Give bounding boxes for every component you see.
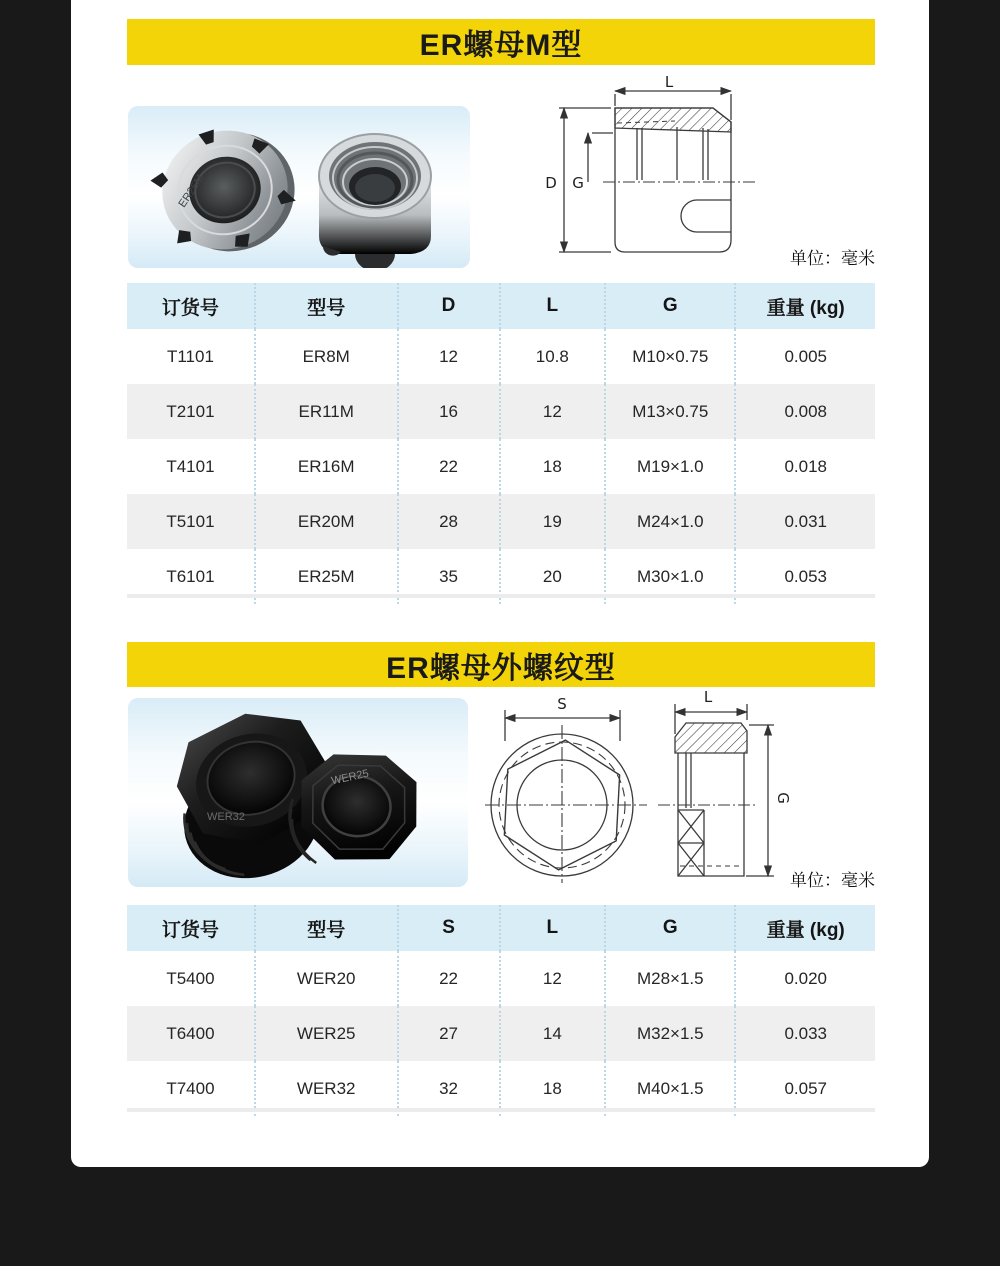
table-row [127, 951, 875, 1006]
dim-label-G: G [572, 174, 584, 192]
table-cell: T6400 [127, 1006, 255, 1061]
column-header: S [398, 905, 500, 951]
table-cell: ER20M [255, 494, 398, 549]
column-header: 订货号 [127, 905, 255, 951]
table-cell: ER16M [255, 439, 398, 494]
table-cell: WER20 [255, 951, 398, 1006]
table-cell: 0.031 [735, 494, 875, 549]
column-header: D [398, 283, 500, 329]
unit-note-2: 单位：毫米 [790, 871, 875, 890]
column-header: 订货号 [127, 283, 255, 329]
spec-table-m-type [127, 283, 875, 604]
dimension-drawing-m-type [545, 76, 760, 261]
table-cell: 0.018 [735, 439, 875, 494]
table-cell: ER8M [255, 329, 398, 384]
table-row [127, 1006, 875, 1061]
table-cell: M13×0.75 [605, 384, 735, 439]
table-cell: 0.008 [735, 384, 875, 439]
nut-engraving: ER25M [176, 172, 207, 210]
unit-note-1: 单位：毫米 [790, 249, 875, 268]
table-cell: 16 [398, 384, 500, 439]
table-cell: 12 [500, 384, 606, 439]
column-header: 重量 (kg) [735, 905, 875, 951]
content-card [71, 0, 929, 1167]
table-cell: M28×1.5 [605, 951, 735, 1006]
table-cell: ER11M [255, 384, 398, 439]
table-cell: M40×1.5 [605, 1061, 735, 1116]
table-cell: 0.005 [735, 329, 875, 384]
table-cell: M30×1.0 [605, 549, 735, 604]
table-cell: 22 [398, 951, 500, 1006]
table-cell: ER25M [255, 549, 398, 604]
table-row [127, 329, 875, 384]
column-header: L [500, 283, 606, 329]
table-row [127, 384, 875, 439]
table-cell: 12 [398, 329, 500, 384]
table-cell: 27 [398, 1006, 500, 1061]
column-header: L [500, 905, 606, 951]
table-cell: 35 [398, 549, 500, 604]
dim-label-L: L [664, 76, 674, 91]
dim-label-D: D [545, 174, 557, 192]
table-cell: T1101 [127, 329, 255, 384]
dimension-drawing-front-view [485, 697, 650, 885]
table-cell: 32 [398, 1061, 500, 1116]
table-cell: 0.057 [735, 1061, 875, 1116]
side-view-drawing-svg [658, 690, 792, 883]
table-cell: 0.033 [735, 1006, 875, 1061]
er-nut-m-illustration [128, 106, 470, 268]
dimension-drawing-side-view [658, 690, 792, 883]
header-row [127, 283, 875, 329]
table-cell: T5400 [127, 951, 255, 1006]
table-cell: M10×0.75 [605, 329, 735, 384]
nut-engraving: WER32 [207, 811, 245, 823]
table-cell: 22 [398, 439, 500, 494]
spec-table-external-thread [127, 905, 875, 1116]
er-nut-external-illustration [128, 698, 468, 887]
table-cell: WER25 [255, 1006, 398, 1061]
column-header: 型号 [255, 905, 398, 951]
table-cell: 19 [500, 494, 606, 549]
table-cell: T6101 [127, 549, 255, 604]
table-cell: 20 [500, 549, 606, 604]
table-cell: T4101 [127, 439, 255, 494]
column-header: 型号 [255, 283, 398, 329]
table-cell: 18 [500, 1061, 606, 1116]
table-row [127, 439, 875, 494]
table-cell: 18 [500, 439, 606, 494]
table-cell: T5101 [127, 494, 255, 549]
table-bottom-strip-1 [127, 594, 875, 598]
column-header: 重量 (kg) [735, 283, 875, 329]
section1-banner [127, 19, 875, 65]
section2-title: ER螺母外螺纹型 [386, 651, 616, 685]
section1-title: ER螺母M型 [419, 29, 583, 62]
table-cell: T2101 [127, 384, 255, 439]
column-header: G [605, 283, 735, 329]
dim-label-G2: G [774, 792, 792, 804]
column-header: G [605, 905, 735, 951]
table-cell: M32×1.5 [605, 1006, 735, 1061]
m-type-drawing-svg [545, 76, 760, 261]
dim-label-S: S [557, 697, 567, 713]
table-cell: 0.053 [735, 549, 875, 604]
table-cell: 14 [500, 1006, 606, 1061]
product-photo-er-nut-external [128, 698, 468, 887]
table-bottom-strip-2 [127, 1108, 875, 1112]
table-cell: 10.8 [500, 329, 606, 384]
dim-label-L2: L [703, 690, 713, 706]
section2-banner [127, 642, 875, 687]
product-photo-er-nut-m [128, 106, 470, 268]
table-cell: M19×1.0 [605, 439, 735, 494]
front-view-drawing-svg [485, 697, 650, 885]
header-row [127, 905, 875, 951]
table-cell: WER32 [255, 1061, 398, 1116]
table-cell: M24×1.0 [605, 494, 735, 549]
nut-engraving: WER25 [330, 767, 370, 788]
table-cell: 12 [500, 951, 606, 1006]
table-cell: T7400 [127, 1061, 255, 1116]
table-cell: 28 [398, 494, 500, 549]
table-cell: 0.020 [735, 951, 875, 1006]
table-row [127, 494, 875, 549]
